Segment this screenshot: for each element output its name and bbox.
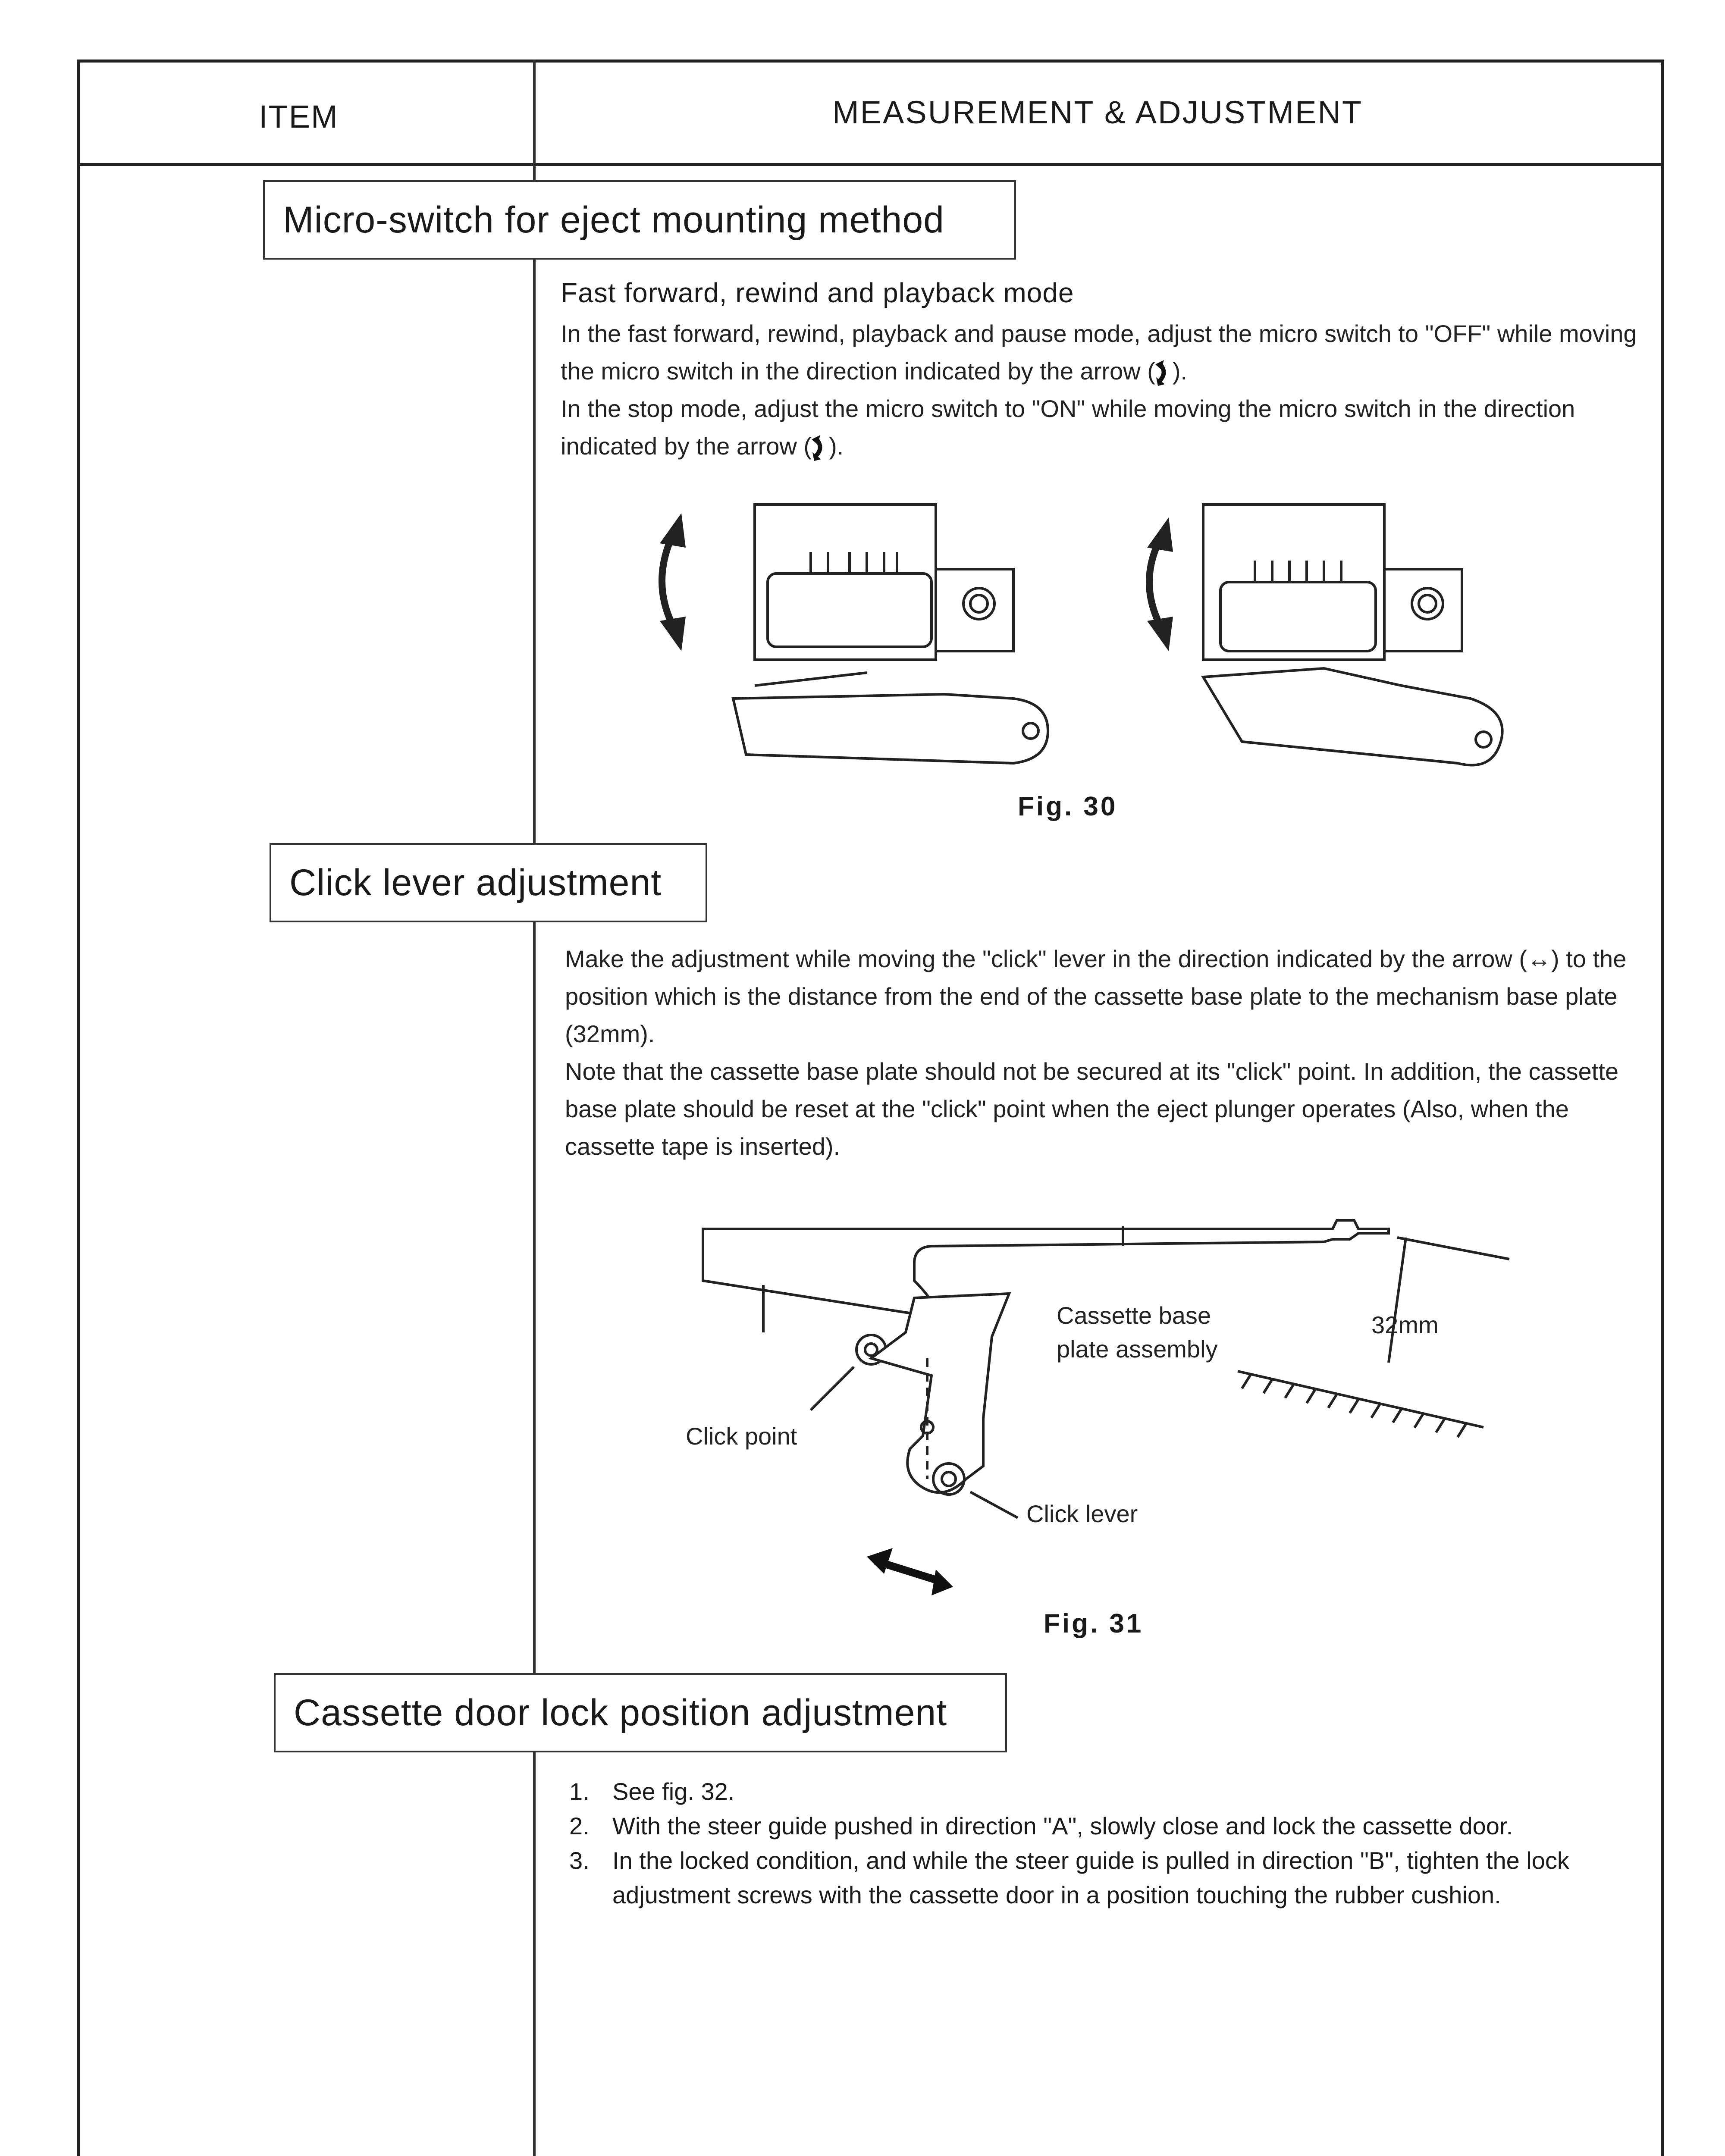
figure-30-label: Fig. 30 [1018, 792, 1118, 821]
step-1-num: 1. [569, 1778, 590, 1805]
header-divider [77, 163, 1664, 166]
arrow-head-top-left [660, 513, 686, 548]
subheading-fast-forward: Fast forward, rewind and playback mode [561, 277, 1074, 308]
step-3-num: 3. [569, 1847, 590, 1874]
label-click-point: Click point [686, 1423, 797, 1450]
step-3-text: In the locked condition, and while the steer guide is pulled in direction "B", tighten the lock adjustment screws with the cassette door in a position touching the rubber cushion. [612, 1847, 1569, 1908]
arrow-head-bottom-left [660, 617, 686, 651]
ground-hatch [1242, 1375, 1466, 1437]
figure-31-drawing [686, 1220, 1509, 1600]
click-lever [871, 1294, 1009, 1492]
cassette-base-plate [703, 1220, 1389, 1315]
section-title-cassette-door: Cassette door lock position adjustment [274, 1673, 1007, 1752]
curved-arrow-left-icon [662, 535, 673, 625]
step-2-text: With the steer guide pushed in direction "A", slowly close and lock the cassette door. [612, 1812, 1513, 1839]
curved-arrow-icon [812, 435, 829, 461]
label-click-lever: Click lever [1026, 1500, 1138, 1527]
column-divider [533, 60, 536, 2156]
curved-arrow-right-icon [1149, 539, 1160, 625]
section-title-click-lever: Click lever adjustment [270, 843, 707, 922]
para-2a: In the stop mode, adjust the micro switch to "ON" while moving the micro switch in the direction indicated by the arrow ( [561, 395, 1575, 460]
para-3: Make the adjustment while moving the "click" lever in the direction indicated by the arrow (↔) to the position which is the distance from the end of the cassette base plate to the mechanism base plate (32mm). [565, 945, 1627, 1047]
section-1-text [561, 315, 1647, 465]
micro-switch-left [660, 505, 1048, 763]
micro-switch-right [1147, 505, 1502, 765]
step-2-num: 2. [569, 1812, 590, 1839]
step-2 [569, 1809, 1652, 1843]
para-1b: ). [1172, 357, 1188, 385]
label-cassette-base-1: Cassette base [1057, 1302, 1211, 1329]
double-arrow-head-left [867, 1548, 893, 1574]
step-3 [569, 1843, 1652, 1912]
section-2-text [565, 940, 1652, 1165]
steps-list [569, 1774, 1652, 1912]
figure-31-label: Fig. 31 [1044, 1609, 1144, 1639]
label-dimension: 32mm [1371, 1311, 1439, 1338]
para-4: Note that the cassette base plate should not be secured at its "click" point. In addition, the cassette base plate should be reset at the "click" point when the eject plunger operates (Also, when the cassette tape is inserted). [565, 1058, 1618, 1160]
label-cassette-base-2: plate assembly [1057, 1335, 1218, 1363]
figure-30-drawing [625, 496, 1565, 780]
header-measurement: MEASUREMENT & ADJUSTMENT [832, 94, 1363, 130]
para-2b: ). [829, 432, 844, 460]
step-1-text: See fig. 32. [612, 1778, 735, 1805]
arrow-head-top-right [1147, 517, 1173, 552]
double-arrow-head-right [932, 1570, 953, 1595]
header-item: ITEM [259, 99, 339, 135]
step-1 [569, 1774, 1652, 1809]
curved-arrow-icon [1155, 360, 1173, 386]
para-1a: In the fast forward, rewind, playback and pause mode, adjust the micro switch to "OFF" while moving the micro switch in the direction indicated by the arrow ( [561, 320, 1637, 385]
section-title-micro-switch: Micro-switch for eject mounting method [263, 180, 1016, 260]
arrow-head-bottom-right [1147, 617, 1173, 651]
